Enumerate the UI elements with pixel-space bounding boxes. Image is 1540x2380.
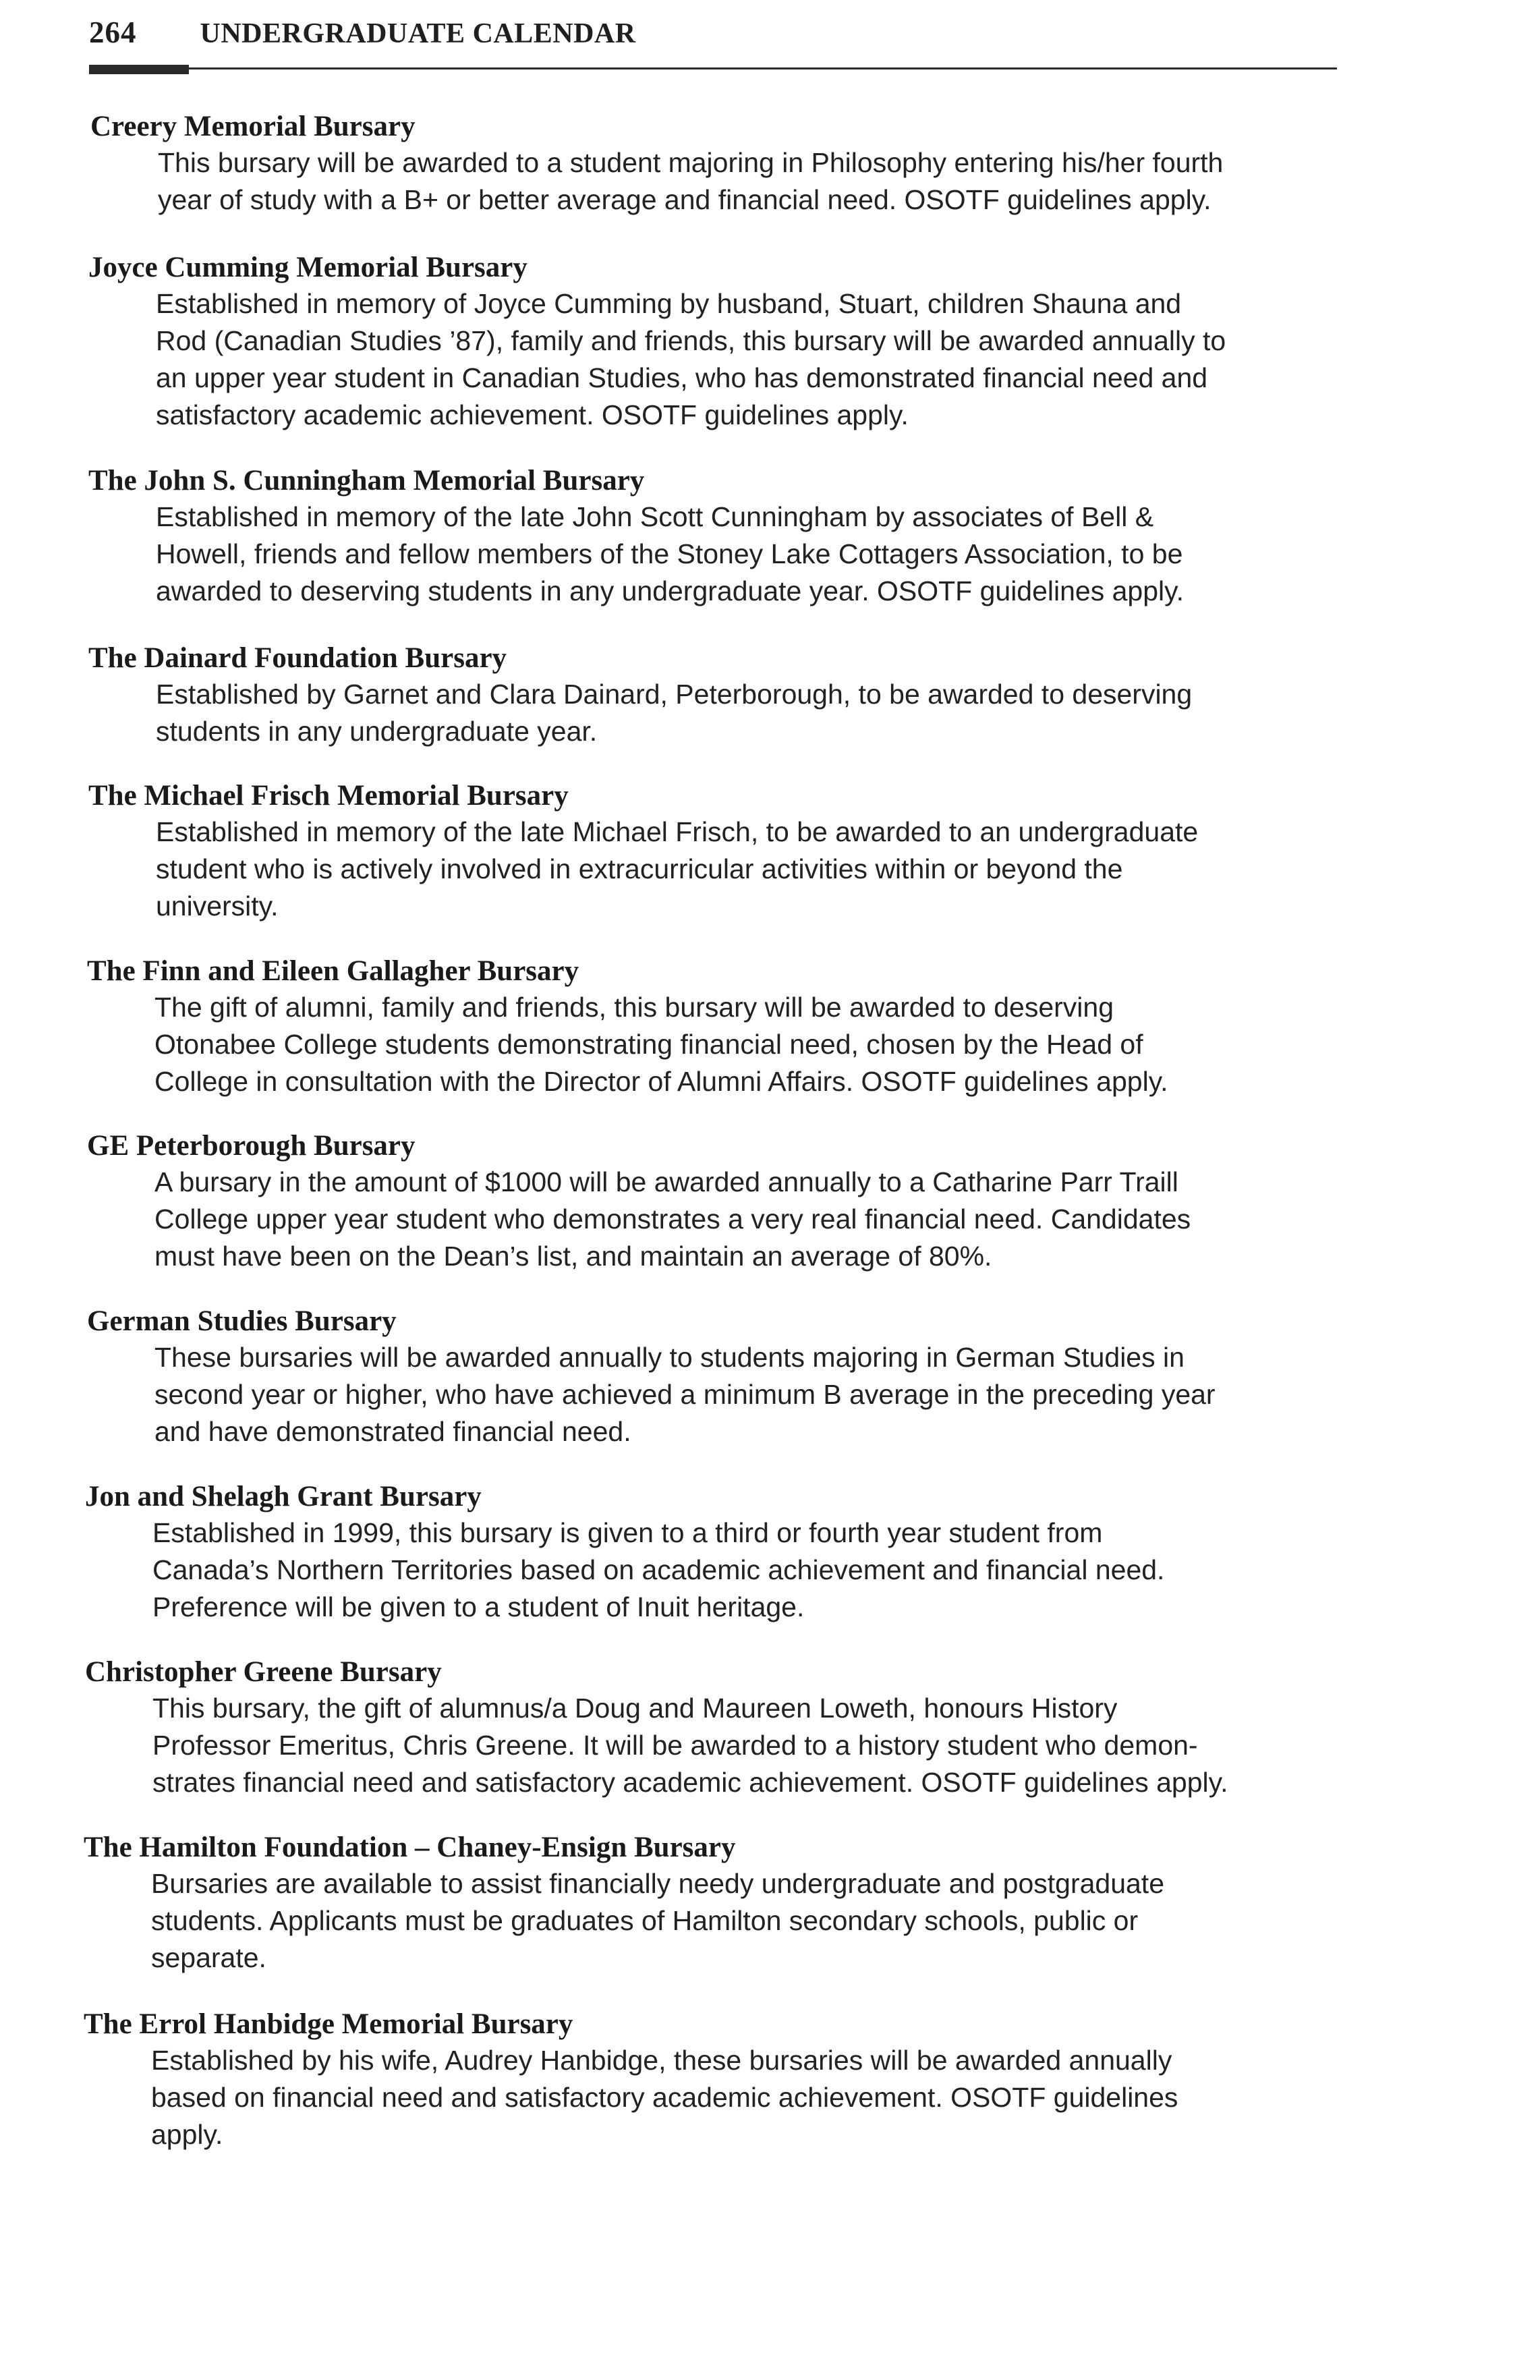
- bursary-title: Creery Memorial Bursary: [90, 111, 416, 142]
- bursary-title: German Studies Bursary: [87, 1305, 397, 1337]
- description-line: student who is actively involved in extracurricular activities within or beyond the: [156, 853, 1123, 884]
- description-line: Established in memory of Joyce Cumming by husband, Stuart, children Shauna and: [156, 288, 1182, 319]
- description-line: Otonabee College students demonstrating financial need, chosen by the Head of: [154, 1029, 1143, 1060]
- description-line: The gift of alumni, family and friends, this bursary will be awarded to deserving: [154, 992, 1114, 1023]
- description-line: year of study with a B+ or better average and financial need. OSOTF guidelines apply.: [158, 184, 1211, 215]
- running-title: UNDERGRADUATE CALENDAR: [200, 18, 636, 49]
- bursary-title: The Errol Hanbidge Memorial Bursary: [84, 2008, 573, 2040]
- description-line: This bursary will be awarded to a student majoring in Philosophy entering his/her fourth: [158, 147, 1224, 178]
- running-head: [89, 15, 636, 62]
- bursary-title: GE Peterborough Bursary: [87, 1130, 416, 1162]
- bursary-description: [156, 814, 1370, 925]
- description-line: Bursaries are available to assist financially needy undergraduate and postgraduate: [151, 1868, 1165, 1899]
- bursary-description: [151, 2042, 1365, 2153]
- description-line: based on financial need and satisfactory academic achievement. OSOTF guidelines: [151, 2082, 1178, 2113]
- bursary-description: [152, 1690, 1367, 1801]
- bursary-entry: [88, 463, 1370, 610]
- bursary-entry: [84, 1830, 1365, 1977]
- bursary-description: [156, 285, 1370, 434]
- description-line: university.: [156, 890, 279, 922]
- bursary-description: [151, 1865, 1365, 1977]
- description-line: an upper year student in Canadian Studies, who has demonstrated financial need and: [156, 362, 1208, 393]
- description-line: satisfactory academic achievement. OSOTF guidelines apply.: [156, 399, 909, 430]
- bursary-description: [154, 1339, 1369, 1450]
- description-line: Established in 1999, this bursary is given to a third or fourth year student from: [152, 1517, 1103, 1548]
- description-line: Professor Emeritus, Chris Greene. It will be awarded to a history student who demon-: [152, 1730, 1198, 1761]
- bursary-entry: [85, 1479, 1367, 1626]
- bursary-title: The John S. Cunningham Memorial Bursary: [88, 465, 645, 497]
- description-line: apply.: [151, 2119, 223, 2150]
- description-line: Established in memory of the late Michael Frisch, to be awarded to an undergraduate: [156, 816, 1199, 847]
- bursary-entry: [88, 250, 1370, 434]
- bursary-title: The Hamilton Foundation – Chaney-Ensign Bursary: [84, 1832, 736, 1863]
- description-line: College in consultation with the Director of Alumni Affairs. OSOTF guidelines apply.: [154, 1066, 1168, 1097]
- description-line: Howell, friends and fellow members of the Stoney Lake Cottagers Association, to be: [156, 538, 1183, 569]
- description-line: This bursary, the gift of alumnus/a Doug and Maureen Loweth, honours History: [152, 1693, 1118, 1724]
- description-line: strates financial need and satisfactory academic achievement. OSOTF guidelines apply.: [152, 1767, 1228, 1798]
- page-number: 264: [89, 16, 137, 49]
- bursary-description: [156, 499, 1370, 610]
- description-line: Preference will be given to a student of Inuit heritage.: [152, 1591, 805, 1622]
- description-line: Canada’s Northern Territories based on academic achievement and financial need.: [152, 1554, 1165, 1585]
- bursary-description: [156, 676, 1370, 750]
- description-line: Established by Garnet and Clara Dainard, Peterborough, to be awarded to deserving: [156, 679, 1193, 710]
- bursary-title: The Finn and Eileen Gallagher Bursary: [87, 955, 579, 987]
- bursary-title: Joyce Cumming Memorial Bursary: [88, 252, 527, 283]
- bursary-entry: [84, 2007, 1365, 2153]
- description-line: Established by his wife, Audrey Hanbidge, these bursaries will be awarded annually: [151, 2045, 1172, 2076]
- bursary-entry: [88, 641, 1370, 750]
- header-rule: [89, 67, 1337, 69]
- bursary-title: The Michael Frisch Memorial Bursary: [88, 780, 569, 812]
- bursary-description: [154, 989, 1369, 1100]
- description-line: These bursaries will be awarded annually to students majoring in German Studies in: [154, 1342, 1185, 1373]
- bursary-title: The Dainard Foundation Bursary: [88, 642, 507, 674]
- bursary-title: Christopher Greene Bursary: [85, 1656, 442, 1688]
- description-line: Rod (Canadian Studies ’87), family and friends, this bursary will be awarded annually to: [156, 325, 1226, 356]
- bursary-entry: [85, 1655, 1367, 1801]
- bursary-entry: [90, 109, 1372, 219]
- description-line: Established in memory of the late John Scott Cunningham by associates of Bell &: [156, 501, 1154, 532]
- bursary-description: [154, 1164, 1369, 1275]
- description-line: awarded to deserving students in any undergraduate year. OSOTF guidelines apply.: [156, 575, 1184, 606]
- description-line: students in any undergraduate year.: [156, 716, 598, 747]
- bursary-entry: [87, 1304, 1369, 1450]
- bursary-entry: [87, 1129, 1369, 1275]
- description-line: students. Applicants must be graduates of Hamilton secondary schools, public or: [151, 1905, 1139, 1936]
- description-line: separate.: [151, 1942, 266, 1973]
- header-tab-bar: [89, 65, 189, 74]
- bursary-entry: [87, 954, 1369, 1100]
- bursary-entry: [88, 778, 1370, 925]
- description-line: and have demonstrated financial need.: [154, 1416, 631, 1447]
- description-line: A bursary in the amount of $1000 will be awarded annually to a Catharine Parr Traill: [154, 1166, 1178, 1197]
- bursary-description: [152, 1514, 1367, 1626]
- bursary-description: [158, 144, 1372, 219]
- description-line: second year or higher, who have achieved a minimum B average in the preceding year: [154, 1379, 1216, 1410]
- bursary-title: Jon and Shelagh Grant Bursary: [85, 1481, 482, 1512]
- description-line: College upper year student who demonstrates a very real financial need. Candidates: [154, 1203, 1191, 1235]
- description-line: must have been on the Dean’s list, and maintain an average of 80%.: [154, 1241, 992, 1272]
